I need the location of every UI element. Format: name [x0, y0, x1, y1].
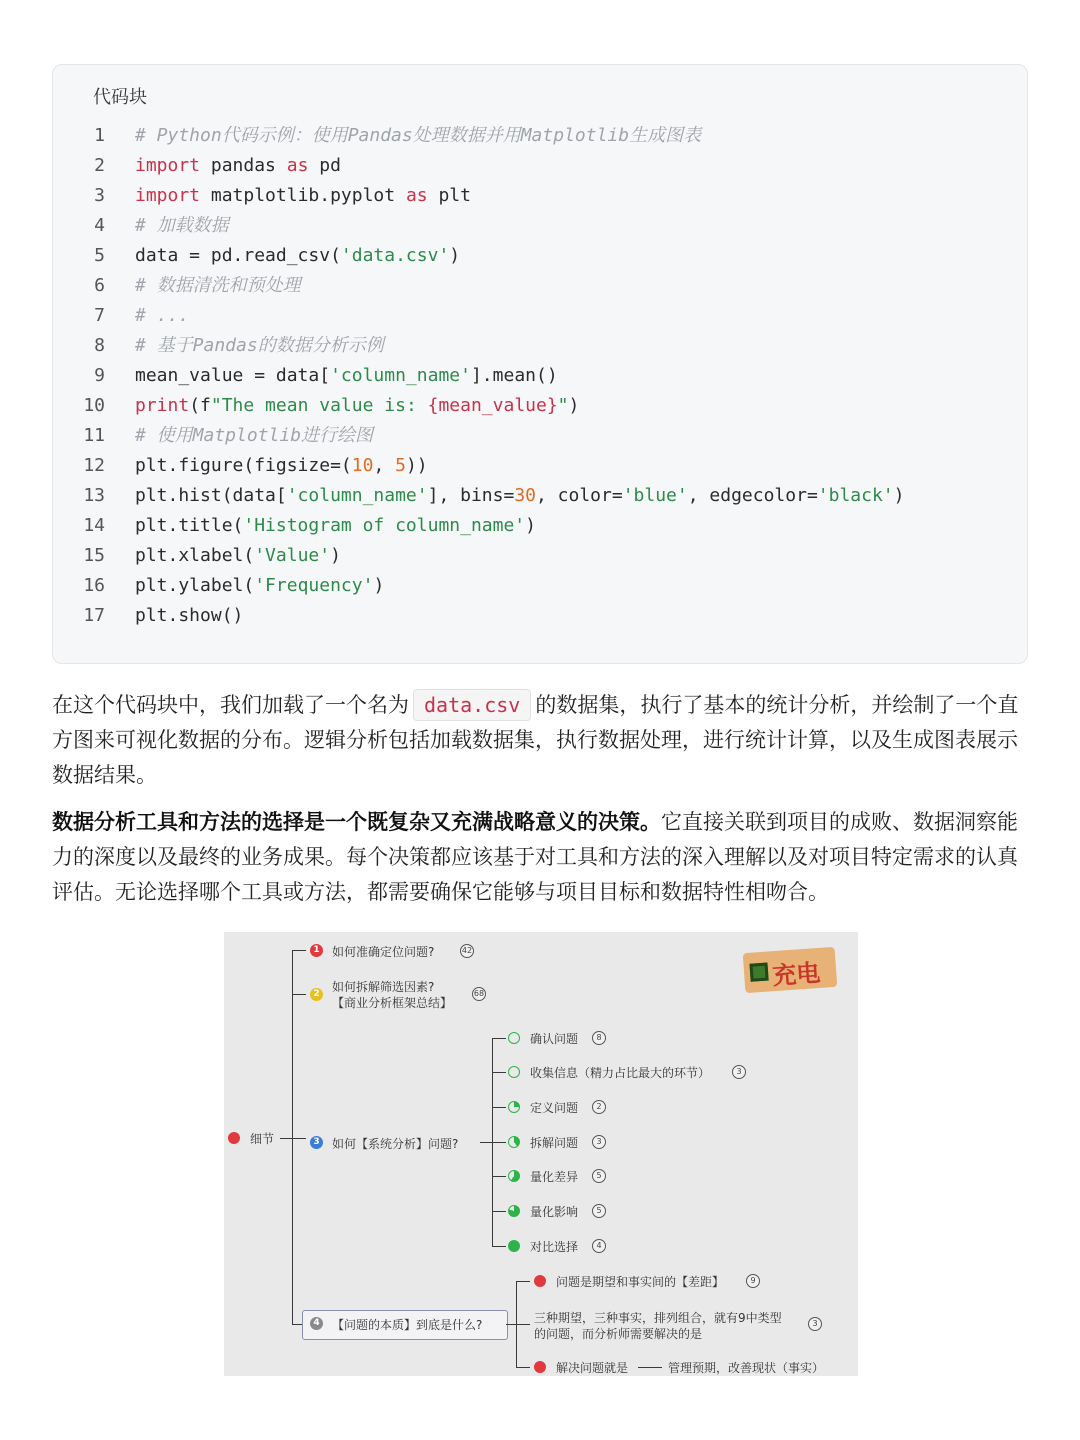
count-badge: 3	[592, 1135, 606, 1149]
connector	[292, 994, 306, 995]
code-line-11	[53, 421, 1027, 451]
progress-5-icon	[508, 1205, 520, 1217]
code-string: 'black'	[817, 485, 894, 506]
inline-code-filename: data.csv	[413, 689, 531, 721]
code-keyword: import	[135, 185, 201, 206]
bullet-red-icon	[534, 1361, 546, 1373]
para2-text: 它直接关联到项目的成败、数据洞察能力的深度以及最终的业务成果。每个决策都应该基于对工具和方法的深入理解以及对项目特定需求的认真评估。无论选择哪个工具或方法，都需要确保它能够与项目目标和数据特性相吻合。	[52, 810, 1018, 904]
code-token: plt.ylabel(	[135, 575, 255, 596]
code-string: 'column_name'	[330, 365, 471, 386]
progress-2-icon	[508, 1101, 520, 1113]
code-keyword: as	[286, 155, 309, 176]
code-keyword: import	[135, 155, 201, 176]
charge-stamp-logo	[743, 947, 838, 993]
code-line-13	[53, 481, 1027, 511]
connector	[292, 950, 306, 951]
connector	[492, 1211, 506, 1212]
code-number: 30	[514, 485, 536, 506]
line-number: 9	[94, 365, 105, 386]
progress-1-icon	[508, 1066, 520, 1078]
code-line-12	[53, 451, 1027, 481]
progress-0-icon	[508, 1032, 520, 1044]
number-4-icon: 4	[310, 1317, 323, 1330]
line-number: 17	[83, 605, 105, 626]
essence-gap: 问题是期望和事实间的【差距】	[556, 1275, 725, 1289]
step-compare: 对比选择	[530, 1240, 579, 1254]
connector	[292, 950, 293, 1324]
connector	[480, 1142, 492, 1143]
count-badge: 68	[472, 987, 486, 1001]
code-string: 'Frequency'	[254, 575, 374, 596]
essence-types: 三种期望，三种事实，排列组合，就有9中类型	[534, 1311, 782, 1325]
code-comment: # 加载数据	[135, 215, 229, 236]
code-block	[52, 64, 1028, 664]
code-token: )	[893, 485, 905, 506]
line-number: 11	[83, 425, 105, 446]
line-number: 8	[94, 335, 105, 356]
connector	[516, 1281, 530, 1282]
step-collect: 收集信息（精力占比最大的环节）	[530, 1066, 711, 1080]
code-token: matplotlib.pyplot	[200, 185, 406, 206]
code-line-17	[53, 601, 1027, 631]
code-comment: # 使用Matplotlib进行绘图	[135, 425, 374, 446]
step-define: 定义问题	[530, 1101, 579, 1115]
line-number: 12	[83, 455, 105, 476]
code-text	[135, 541, 341, 571]
connector	[292, 1138, 306, 1139]
root-label: 细节	[250, 1132, 275, 1146]
count-badge: 9	[746, 1274, 760, 1288]
progress-4-icon	[508, 1170, 520, 1182]
line-number: 2	[94, 155, 105, 176]
connector	[492, 1142, 506, 1143]
code-token: )	[525, 515, 536, 536]
code-line-2	[53, 151, 1027, 181]
line-number: 15	[83, 545, 105, 566]
count-badge: 5	[592, 1169, 606, 1183]
step-quantify-impact: 量化影响	[530, 1205, 579, 1219]
paragraph-explanation	[52, 688, 1030, 793]
line-number: 4	[94, 215, 105, 236]
code-number: 5	[395, 455, 406, 476]
node-locate-problem: 如何准确定位问题?	[332, 945, 435, 959]
code-token: )	[373, 575, 385, 596]
code-line-4	[53, 211, 1027, 241]
para2-bold: 数据分析工具和方法的选择是一个既复杂又充满战略意义的决策。	[52, 810, 661, 834]
line-number: 1	[94, 125, 105, 146]
connector	[516, 1367, 530, 1368]
stamp-text: 充电	[771, 957, 822, 991]
connector	[492, 1176, 506, 1177]
code-comment: # Python代码示例：使用Pandas处理数据并用Matplotlib生成图表	[135, 125, 702, 146]
code-token: )	[449, 245, 461, 266]
connector	[492, 1107, 506, 1108]
step-quantify-diff: 量化差异	[530, 1170, 579, 1184]
mindmap-image	[224, 932, 858, 1376]
check-complete-icon	[508, 1240, 520, 1252]
line-number: 16	[83, 575, 105, 596]
code-number: 10	[351, 455, 374, 476]
line-number: 6	[94, 275, 105, 296]
code-token: ,	[373, 455, 396, 476]
code-token: ].mean()	[470, 365, 558, 386]
connector	[516, 1324, 530, 1325]
code-line-10	[53, 391, 1027, 421]
line-number: 14	[83, 515, 105, 536]
code-token: (f	[189, 395, 211, 416]
code-text	[135, 391, 579, 421]
code-text	[135, 181, 471, 211]
code-token: ))	[405, 455, 428, 476]
code-line-15	[53, 541, 1027, 571]
code-string: 'Histogram of column_name'	[243, 515, 526, 536]
code-line-5	[53, 241, 1027, 271]
line-number: 7	[94, 305, 105, 326]
code-token: plt.figure(figsize=(	[135, 455, 352, 476]
code-interpolation: {mean_value}	[427, 395, 558, 416]
number-3-icon: 3	[310, 1136, 323, 1149]
node-system-analysis: 如何【系统分析】问题?	[332, 1137, 459, 1151]
code-token: plt	[427, 185, 471, 206]
step-confirm: 确认问题	[530, 1032, 579, 1046]
count-badge: 4	[592, 1239, 606, 1253]
code-token: data = pd.read_csv(	[135, 245, 341, 266]
code-lines	[53, 121, 1027, 631]
connector	[492, 1246, 506, 1247]
code-text: plt.show()	[135, 605, 244, 626]
code-text	[135, 361, 558, 391]
code-token: plt.xlabel(	[135, 545, 255, 566]
paragraph-conclusion	[52, 805, 1030, 910]
code-token: plt.title(	[135, 515, 244, 536]
para1-text-b: 的数据集，执行了基本的统计分析，并绘制了一个直方图来可视化数据的分布。逻辑分析包括加载数据集，执行数据处理，进行统计计算，以及生成图表展示数据结果。	[52, 693, 1019, 787]
count-badge: 8	[592, 1031, 606, 1045]
line-number: 10	[83, 395, 105, 416]
node-decompose-factors: 如何拆解筛选因素?	[332, 980, 435, 994]
code-token: )	[330, 545, 341, 566]
number-1-icon: 1	[310, 944, 323, 957]
code-keyword: print	[135, 395, 190, 416]
number-2-icon: 2	[310, 988, 323, 1001]
code-token: pd	[308, 155, 341, 176]
code-line-7	[53, 301, 1027, 331]
code-line-14	[53, 511, 1027, 541]
code-string: "The mean value is:	[210, 395, 428, 416]
code-text	[135, 571, 384, 601]
code-comment: # ...	[135, 305, 190, 326]
code-string: 'Value'	[254, 545, 331, 566]
code-text	[135, 481, 904, 511]
code-token: )	[568, 395, 580, 416]
count-badge: 2	[592, 1100, 606, 1114]
count-badge: 5	[592, 1204, 606, 1218]
code-token: , color=	[536, 485, 623, 506]
connector	[492, 1038, 506, 1039]
code-block-title: 代码块	[93, 87, 147, 108]
code-text	[135, 151, 341, 181]
code-token: , edgecolor=	[687, 485, 818, 506]
connector	[638, 1367, 662, 1368]
node-problem-essence: 【问题的本质】到底是什么?	[332, 1318, 483, 1332]
code-token: mean_value = data[	[135, 365, 331, 386]
essence-types-sub: 的问题，而分析师需要解决的是	[534, 1327, 703, 1341]
code-string: "	[557, 395, 569, 416]
code-token: plt.hist(data[	[135, 485, 287, 506]
code-text	[135, 511, 536, 541]
line-number: 5	[94, 245, 105, 266]
count-badge: 3	[732, 1065, 746, 1079]
code-keyword: as	[405, 185, 428, 206]
code-token: ], bins=	[427, 485, 515, 506]
node-decompose-factors-sub: 【商业分析框架总结】	[332, 996, 453, 1010]
code-line-3	[53, 181, 1027, 211]
code-line-9	[53, 361, 1027, 391]
code-text	[135, 241, 460, 271]
count-badge: 42	[460, 944, 474, 958]
code-line-1	[53, 121, 1027, 151]
bullet-red-icon	[534, 1275, 546, 1287]
code-string: 'column_name'	[286, 485, 428, 506]
essence-solution-detail: 管理预期，改善现状（事实）	[668, 1361, 825, 1375]
code-comment: # 基于Pandas的数据分析示例	[135, 335, 384, 356]
step-decompose: 拆解问题	[530, 1136, 579, 1150]
code-line-8	[53, 331, 1027, 361]
code-line-16	[53, 571, 1027, 601]
connector	[280, 1138, 292, 1139]
code-line-6	[53, 271, 1027, 301]
count-badge: 3	[808, 1317, 822, 1331]
connector	[492, 1072, 506, 1073]
code-string: 'blue'	[622, 485, 688, 506]
line-number: 13	[83, 485, 105, 506]
battery-icon	[749, 963, 768, 982]
progress-3-icon	[508, 1136, 520, 1148]
root-dot-icon	[228, 1132, 240, 1144]
code-string: 'data.csv'	[340, 245, 450, 266]
code-token: pandas	[200, 155, 287, 176]
code-comment: # 数据清洗和预处理	[135, 275, 301, 296]
para1-text-a: 在这个代码块中，我们加载了一个名为	[52, 693, 409, 717]
essence-solution: 解决问题就是	[556, 1361, 629, 1375]
code-text	[135, 451, 428, 481]
line-number: 3	[94, 185, 105, 206]
